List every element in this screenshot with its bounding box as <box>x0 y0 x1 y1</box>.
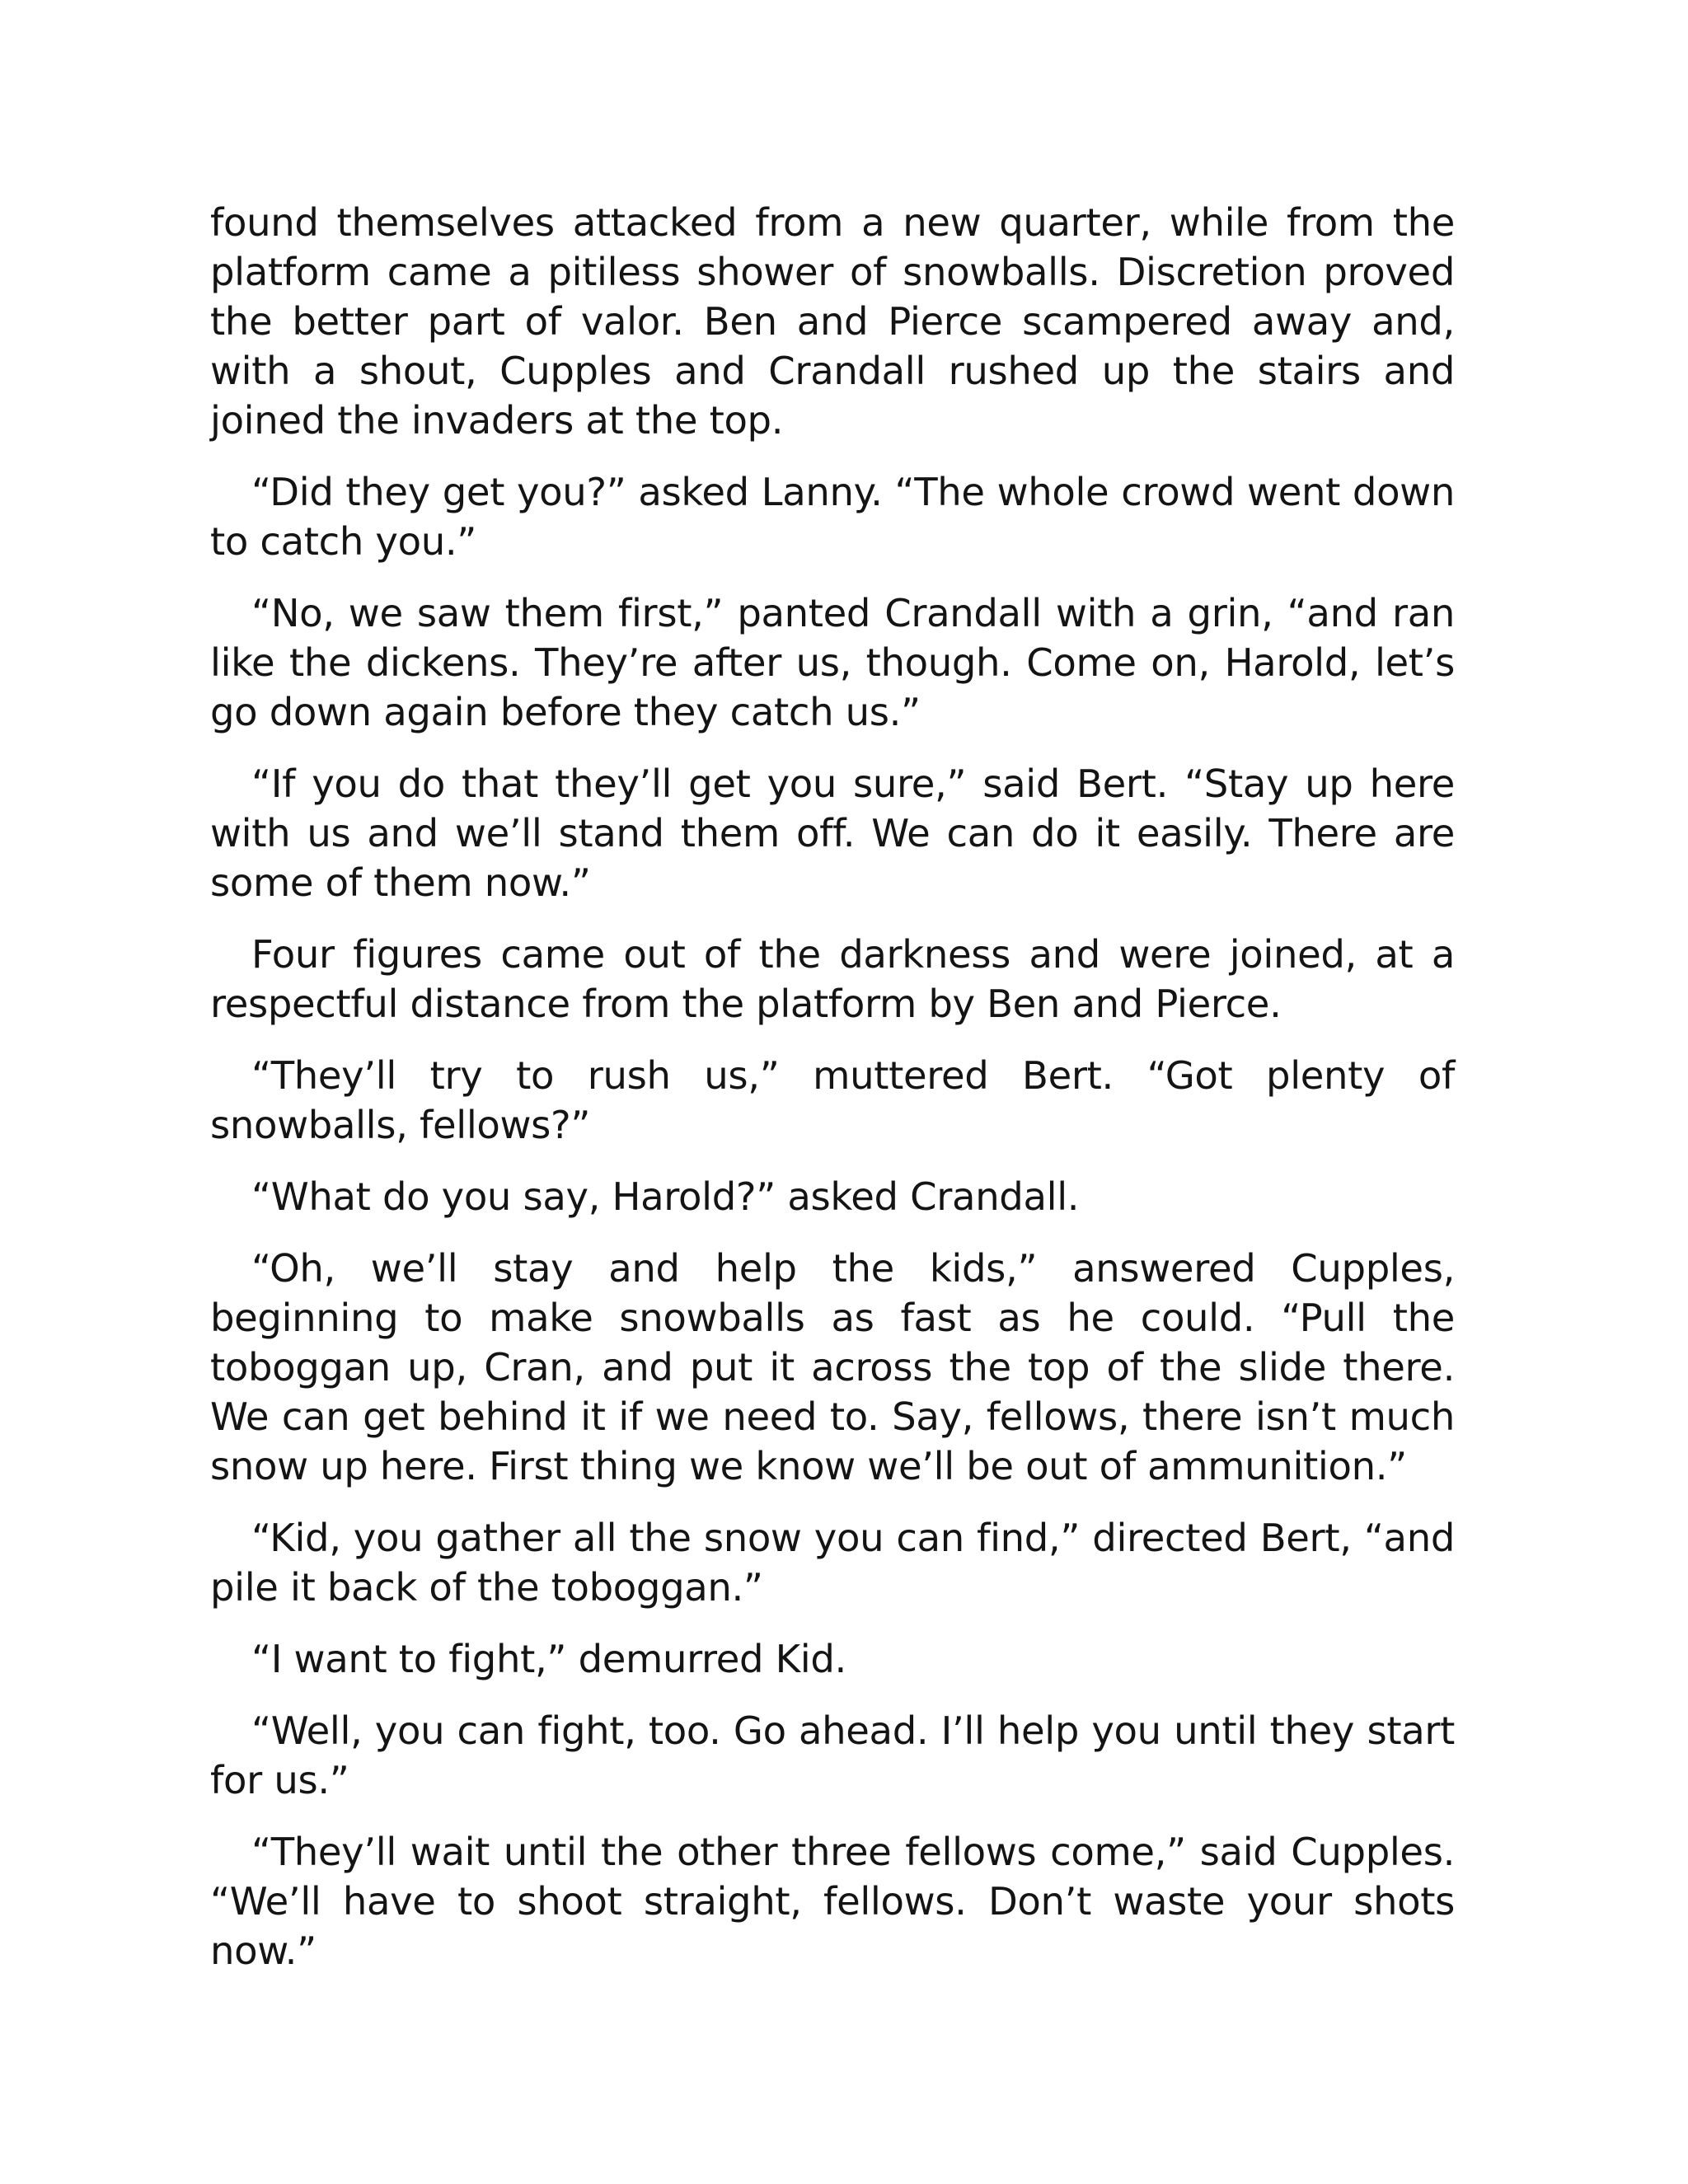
paragraph: “They’ll wait until the other three fellows come,” said Cupples. “We’ll have to shoot straight, fellows. Don’t waste your shots now.” <box>210 1830 1455 1973</box>
paragraph: “Did they get you?” asked Lanny. “The whole crowd went down to catch you.” <box>210 470 1455 564</box>
paragraph: “Oh, we’ll stay and help the kids,” answered Cupples, beginning to make snowballs as fast as he could. “Pull the toboggan up, Cran, and put it across the top of the slide there. We can get behind it if we need to. Say, fellows, there isn’t much snow up here. First thing we know we’ll be out of ammunition.” <box>210 1246 1455 1488</box>
paragraph: Four figures came out of the darkness and were joined, at a respectful distance from the platform by Ben and Pierce. <box>210 932 1455 1026</box>
paragraph: “If you do that they’ll get you sure,” said Bert. “Stay up here with us and we’ll stand them off. We can do it easily. There are some of them now.” <box>210 762 1455 905</box>
paragraph: “Kid, you gather all the snow you can find,” directed Bert, “and pile it back of the toboggan.” <box>210 1516 1455 1610</box>
paragraph: “No, we saw them first,” panted Crandall with a grin, “and ran like the dickens. They’re after us, though. Come on, Harold, let’s go down again before they catch us.” <box>210 591 1455 734</box>
paragraph: “What do you say, Harold?” asked Crandall. <box>251 1174 1080 1219</box>
book-page <box>210 198 1455 1998</box>
paragraph: “Well, you can fight, too. Go ahead. I’ll help you until they start for us.” <box>210 1708 1455 1802</box>
paragraph: “I want to fight,” demurred Kid. <box>251 1637 846 1681</box>
paragraph-continuation: found themselves attacked from a new quarter, while from the platform came a pitiless shower of snowballs. Discretion proved the better part of valor. Ben and Pierce scampered away and, with a shout, Cupples and Crandall rushed up the stairs and joined the invaders at the top. <box>210 200 1455 443</box>
paragraph: “They’ll try to rush us,” muttered Bert. “Got plenty of snowballs, fellows?” <box>210 1053 1455 1147</box>
